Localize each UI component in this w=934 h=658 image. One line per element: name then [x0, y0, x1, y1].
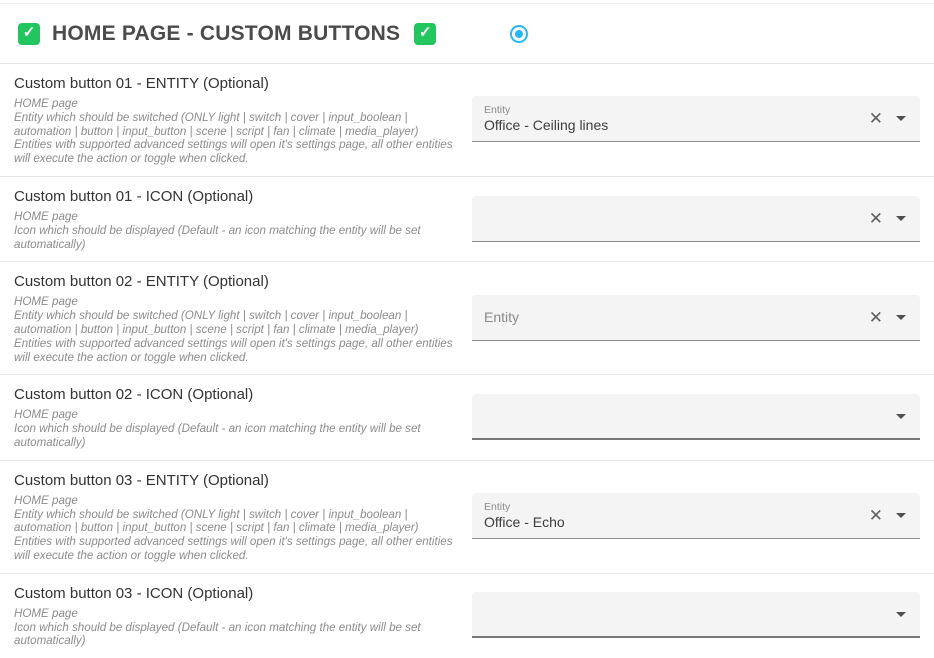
description-line: Icon which should be displayed (Default - an icon matching the entity will be set automatically)	[14, 422, 421, 449]
description-line: HOME page	[14, 209, 78, 223]
setting-description	[14, 408, 464, 449]
setting-heading: Custom button 02 - ENTITY (Optional)	[14, 273, 269, 291]
section-enabled-checkbox-2[interactable]	[414, 23, 436, 45]
section-header	[0, 4, 934, 64]
field-text	[484, 309, 869, 325]
setting-row-button01-entity	[0, 64, 934, 177]
setting-control-block	[472, 271, 920, 364]
clear-icon[interactable]: ✕	[868, 109, 883, 129]
description-line: HOME page	[14, 408, 78, 422]
dropdown-caret-icon[interactable]	[896, 315, 906, 320]
setting-row-button02-entity	[0, 262, 934, 375]
setting-description	[14, 97, 464, 166]
description-line: Entity which should be switched (ONLY light | switch | cover | input_boolean | automation | button | input_button | scene | script | fan | climate | media_player)	[14, 309, 419, 336]
setting-row-button01-icon	[0, 177, 934, 262]
icon-select-field[interactable]	[472, 196, 920, 242]
setting-row-button03-icon	[0, 574, 934, 658]
clear-icon[interactable]: ✕	[868, 506, 883, 526]
setting-control-block	[472, 583, 920, 648]
description-line: HOME page	[14, 295, 78, 309]
field-floating-label: Entity	[484, 501, 511, 514]
description-line: Entities with supported advanced settings will open it's settings page, all other entities will execute the action or toggle when clicked.	[14, 336, 453, 364]
field-icons	[869, 110, 908, 127]
field-value: Office - Echo	[484, 514, 565, 531]
description-line: Entities with supported advanced settings will open it's settings page, all other entities will execute the action or toggle when clicked.	[14, 138, 453, 166]
setting-heading: Custom button 03 - ENTITY (Optional)	[14, 471, 269, 489]
clear-icon[interactable]: ✕	[868, 307, 883, 327]
setting-text-block	[0, 384, 464, 449]
setting-description	[14, 494, 464, 563]
setting-text-block	[0, 186, 464, 251]
setting-heading: Custom button 03 - ICON (Optional)	[14, 584, 254, 602]
description-line: HOME page	[14, 97, 78, 110]
custom-buttons-settings-page	[0, 3, 934, 658]
field-text	[484, 501, 869, 530]
setting-description	[14, 607, 464, 648]
radio-dot-icon	[515, 30, 523, 38]
entity-select-field[interactable]	[472, 493, 920, 539]
setting-heading: Custom button 01 - ICON (Optional)	[14, 187, 254, 205]
setting-control-block	[472, 470, 920, 563]
setting-heading: Custom button 01 - ENTITY (Optional)	[14, 75, 269, 92]
description-line: Icon which should be displayed (Default - an icon matching the entity will be set automatically)	[14, 223, 421, 251]
field-placeholder: Entity	[484, 309, 520, 326]
entity-select-field[interactable]	[472, 96, 920, 142]
checkmark-icon: ✓	[418, 24, 432, 41]
field-icons	[896, 612, 908, 617]
description-line: HOME page	[14, 493, 78, 507]
dropdown-caret-icon[interactable]	[896, 513, 906, 518]
description-line: Entities with supported advanced settings will open it's settings page, all other entities will execute the action or toggle when clicked.	[14, 535, 453, 562]
description-line: HOME page	[14, 606, 78, 620]
section-enabled-checkbox[interactable]	[18, 23, 40, 45]
checkmark-icon: ✓	[22, 24, 36, 41]
dropdown-caret-icon[interactable]	[896, 414, 906, 419]
dropdown-caret-icon[interactable]	[896, 612, 906, 617]
dropdown-caret-icon[interactable]	[896, 216, 906, 221]
icon-select-field[interactable]	[472, 394, 920, 440]
setting-control-block	[472, 73, 920, 166]
field-icons	[869, 507, 908, 524]
description-line: Entity which should be switched (ONLY light | switch | cover | input_boolean | automation | button | input_button | scene | script | fan | climate | media_player)	[14, 507, 419, 535]
field-icons	[869, 309, 908, 326]
section-radio-button[interactable]	[510, 25, 528, 43]
setting-text-block	[0, 583, 464, 648]
setting-heading: Custom button 02 - ICON (Optional)	[14, 386, 254, 404]
setting-text-block	[0, 271, 464, 364]
description-line: Entity which should be switched (ONLY light | switch | cover | input_boolean | automation | button | input_button | scene | script | fan | climate | media_player)	[14, 110, 419, 138]
icon-select-field[interactable]	[472, 592, 920, 638]
clear-icon[interactable]: ✕	[868, 208, 883, 228]
field-icons	[869, 210, 908, 227]
setting-description	[14, 295, 464, 364]
field-value: Office - Ceiling lines	[484, 117, 609, 134]
dropdown-caret-icon[interactable]	[896, 116, 906, 121]
setting-description	[14, 210, 464, 251]
setting-control-block	[472, 384, 920, 449]
field-floating-label: Entity	[484, 104, 511, 117]
page-title: HOME PAGE - CUSTOM BUTTONS	[52, 21, 401, 45]
setting-text-block	[0, 73, 464, 166]
entity-select-field[interactable]	[472, 295, 920, 341]
setting-row-button03-entity	[0, 461, 934, 574]
setting-text-block	[0, 470, 464, 563]
field-text	[484, 104, 869, 133]
field-icons	[896, 414, 908, 419]
description-line: Icon which should be displayed (Default - an icon matching the entity will be set automatically)	[14, 620, 421, 648]
setting-control-block	[472, 186, 920, 251]
setting-row-button02-icon	[0, 375, 934, 460]
